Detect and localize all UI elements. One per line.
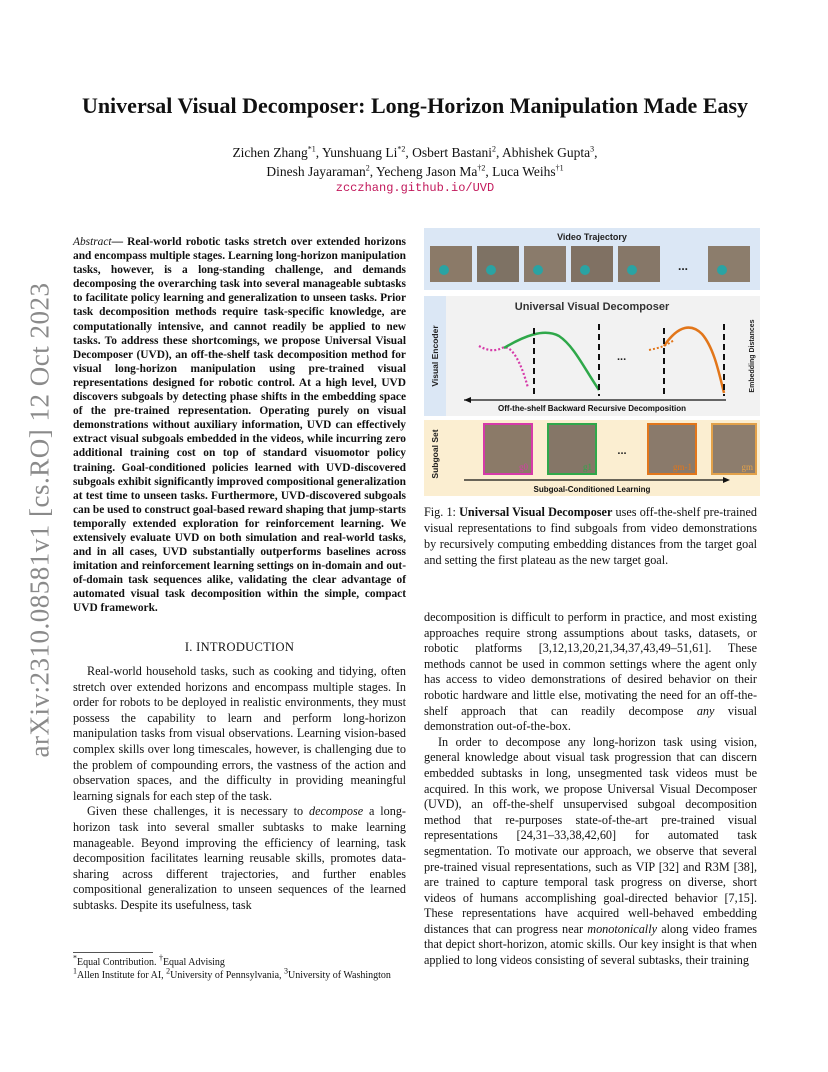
uvd-ellipsis: ... — [617, 351, 627, 363]
subgoal-label: gm-1 — [673, 462, 692, 472]
footnote-affiliations: $^1$Allen Institute for AI, $^2$University of Pennsylvania, $^3$University of Washington — [73, 966, 391, 981]
abstract-text: — Real-world robotic tasks stretch over extended horizons and encompass multiple stages. Learning long-horizon manipulation tasks, however, is a long-standing challenge, and demands decomposing the overarching task into several manageable subtasks to facilitate policy learning and generalization to unseen tasks. Prior task decomposition methods require task-specific knowledge, are computationally intensive, and cannot readily be applied to new tasks. To address these shortcomings, we propose Universal Visual Decomposer (UVD), an off-the-shelf task decomposition method for visual long-horizon manipulation using pre-trained visual representations designed for robotic control. At a high level, UVD discovers subgoals by detecting phase shifts in the embedding space of the pre-trained representation. Operating purely on visual demonstrations without auxiliary information, UVD can effectively extract visual subgoals embedded in the videos, while incurring zero additional training cost on top of standard visuomotor policy training. Goal-conditioned policies learned with UVD-discovered subgoals exhibit significantly improved compositional generalization at test time to unseen tasks. Furthermore, UVD-discovered subgoals can be used to construct goal-based reward shaping that jump-starts temporally extended exploration for reinforcement learning. We extensively evaluate UVD on both simulation and real-world tasks, and in all cases, UVD substantially outperforms baselines across imitation and reinforcement learning settings on in-domain and out-of-domain task sequences alike, validating the clear advantage of automated visual task decomposition within the simple, compact UVD framework. — [73, 236, 406, 615]
video-frame — [430, 246, 472, 282]
video-frame — [477, 246, 519, 282]
section-heading-introduction: I. INTRODUCTION — [184, 640, 295, 654]
subgoal-ellipsis: ... — [617, 445, 627, 457]
video-frame — [524, 246, 566, 282]
backward-decomposition-label: Off-the-shelf Backward Recursive Decomposition — [497, 404, 687, 413]
video-frame — [571, 246, 613, 282]
paragraph: Real-world household tasks, such as cooking and tidying, often stretch over extended horizons and encompass multiple stages. In order for robots to be deployed in realistic environments, they must possess the capability to learn and perform long-horizon manipulation tasks from visual observations. Learning vision-based complex skills over long timescales, however, is challenging due to the problem of compounding errors, the vastness of the action and observation spaces, and the difficulty in providing meaningful learning signals for each step of the task. — [73, 664, 406, 803]
visual-encoder-label: Visual Encoder — [430, 325, 440, 387]
project-url[interactable]: zcczhang.github.io/UVD — [335, 181, 495, 195]
paragraph: decomposition is difficult to perform in practice, and most existing approaches require strong assumptions about tasks, datasets, or robotic platforms [3,12,13,20,21,34,37,43,49–51,61]. These methods cannot be used in common settings where the agent only has access to video demonstrations of desired behavior on their robotic hardware and little else, motivating the need for an off-the-shelf approach that can readily decompose any visual demonstration out-of-the-box. — [424, 610, 757, 734]
embedding-distances-label: Embedding Distances — [749, 319, 756, 393]
footnotes — [73, 953, 406, 982]
video-frame — [708, 246, 750, 282]
authors-line-1: Zichen Zhang$^{*1}$, Yunshuang Li$^{*2}$, Osbert Bastani$^2$, Abhishek Gupta$^3$, — [232, 144, 598, 160]
authors-line-2: Dinesh Jayaraman$^2$, Yecheng Jason Ma$^{\dagger 2}$, Luca Weihs$^{\dagger 1}$ — [266, 163, 564, 179]
caption-bold: Universal Visual Decomposer — [459, 505, 613, 519]
figure-1 — [424, 228, 760, 496]
subgoal-label: g1 — [583, 462, 592, 472]
subgoal-set-label: Subgoal Set — [430, 429, 440, 479]
video-trajectory-label: Video Trajectory — [557, 232, 627, 242]
video-frame — [618, 246, 660, 282]
uvd-panel — [424, 296, 760, 416]
left-column-body — [73, 664, 406, 914]
paragraph: Given these challenges, it is necessary to decompose a long-horizon task into several smaller subtasks to make learning manageable. Beyond improving the efficiency of learning, task decomposition facilitates learning reusable skills, promotes data-sharing across different trajectories, and further enables compositional generalization to unseen sequences of the learned subtasks. Despite its usefulness, task — [73, 804, 406, 912]
uvd-panel-title: Universal Visual Decomposer — [514, 301, 670, 313]
caption-prefix: Fig. 1: — [424, 505, 460, 519]
paragraph: In order to decompose any long-horizon task using vision, general knowledge about visual task progression that can discern embedded subtasks in long, unsegmented task videos must be acquired. In this work, we propose Universal Visual Decomposer (UVD), an off-the-shelf unsupervised subgoal decomposition method that re-purposes state-of-the-art pre-trained visual representations [24,31–33,38,42,60] for automated task segmentation. To motivate our approach, we observe that several pre-trained visual representations, such as VIP [32] and R3M [38], are trained to capture temporal task progress on diverse, short videos of humans accomplishing goal-directed behavior [7,15]. These representations have acquired well-behaved embedding distances that can progress near monotonically along video frames that depict short-horizon, atomic skills. Our key insight is that when applied to long videos consisting of several subtasks, their training — [424, 734, 757, 968]
caption-text: uses off-the-shelf pre-trained visual representations to find subgoals from video demonstrations by recursively computing embedding distances from the target goal and setting the first plateau as the new target goal. — [424, 505, 757, 567]
footnote-rule — [73, 952, 153, 953]
subgoal-learning-label: Subgoal-Conditioned Learning — [533, 485, 651, 494]
arxiv-identifier: arXiv:2310.08581v1 [cs.RO] 12 Oct 2023 — [24, 282, 55, 758]
footnote-contrib: *Equal Contribution. †Equal Advising — [73, 953, 225, 968]
paper-title: Universal Visual Decomposer: Long-Horizon Manipulation Made Easy — [81, 93, 749, 118]
author-list — [150, 143, 680, 181]
subgoal-label: g0 — [519, 462, 528, 472]
video-ellipsis: ... — [677, 259, 689, 273]
right-column-body — [424, 610, 757, 969]
abstract — [73, 235, 406, 616]
figure-caption — [424, 504, 757, 568]
abstract-lead: Abstract — [73, 236, 112, 248]
subgoal-label: gm — [741, 462, 753, 472]
